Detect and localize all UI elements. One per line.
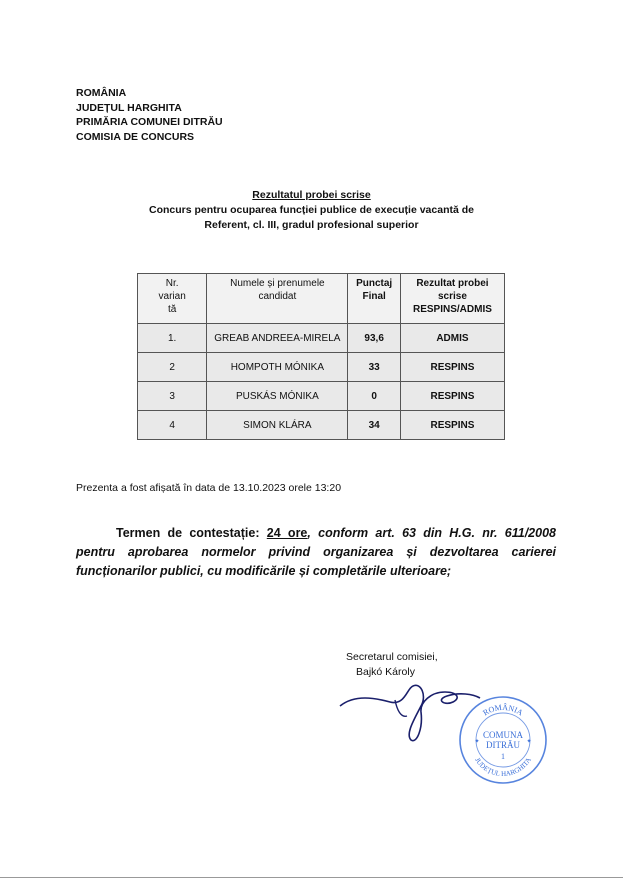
cell-result: RESPINS bbox=[400, 382, 504, 411]
col-header-nr-line3: tă bbox=[167, 304, 177, 315]
results-table bbox=[137, 273, 505, 440]
stamp-line1: COMUNA bbox=[482, 730, 524, 740]
stamp-top-text: ROMÂNIA bbox=[481, 702, 525, 718]
posting-notice: Prezenta a fost afișată în data de 13.10.2023 orele 13:20 bbox=[76, 482, 342, 494]
cell-score: 33 bbox=[348, 353, 400, 382]
table-row bbox=[138, 411, 505, 440]
table-row bbox=[138, 353, 505, 382]
cell-score: 34 bbox=[348, 411, 400, 440]
col-header-result-line1: Rezultat probei bbox=[416, 278, 489, 289]
page-bottom-edge bbox=[0, 877, 623, 878]
document-subtitle-line2: Referent, cl. III, gradul profesional superior bbox=[204, 219, 419, 231]
cell-name: SIMON KLÁRA bbox=[207, 411, 348, 440]
col-header-nr-line1: Nr. bbox=[165, 278, 179, 289]
col-header-name bbox=[207, 274, 348, 324]
stamp-star-right-icon: ✦ bbox=[526, 739, 532, 745]
signature-title: Secretarul comisiei, bbox=[346, 651, 438, 663]
col-header-score-line1: Punctaj bbox=[356, 278, 393, 289]
col-header-name-line2: candidat bbox=[258, 291, 297, 302]
col-header-score bbox=[348, 274, 400, 324]
cell-name: GREAB ANDREEA-MIRELA bbox=[207, 324, 348, 353]
stamp-star-left-icon: ✦ bbox=[474, 739, 480, 745]
table-header-row bbox=[138, 274, 505, 324]
document-title-block bbox=[0, 188, 623, 233]
cell-nr: 3 bbox=[138, 382, 207, 411]
appeal-term-legal-basis: , conform art. 63 din H.G. nr. 611/2008 pentru aprobarea normelor privind organizarea și dezvoltarea carierei funcționarilor publici, cu modificările și completările ulterioare; bbox=[76, 526, 556, 578]
document-header bbox=[76, 86, 223, 144]
header-county: JUDEȚUL HARGHITA bbox=[76, 101, 182, 114]
document-subtitle-line1: Concurs pentru ocuparea funcției publice de execuție vacantă de bbox=[148, 204, 474, 216]
cell-result: RESPINS bbox=[400, 353, 504, 382]
cell-nr: 2 bbox=[138, 353, 207, 382]
col-header-score-line2: Final bbox=[362, 291, 386, 302]
cell-name: HOMPOTH MÓNIKA bbox=[207, 353, 348, 382]
table-row bbox=[138, 324, 505, 353]
col-header-result bbox=[400, 274, 504, 324]
col-header-result-line3: RESPINS/ADMIS bbox=[412, 304, 492, 315]
document-title: Rezultatul probei scrise bbox=[252, 189, 371, 201]
appeal-term-paragraph bbox=[76, 524, 556, 581]
col-header-nr bbox=[138, 274, 207, 324]
appeal-term-label: Termen de contestație: bbox=[116, 526, 260, 540]
appeal-term-duration: 24 ore bbox=[266, 526, 308, 540]
col-header-nr-line2: varian bbox=[158, 291, 186, 302]
header-commission: COMISIA DE CONCURS bbox=[76, 130, 195, 143]
col-header-name-line1: Numele și prenumele bbox=[230, 278, 325, 289]
header-municipality: PRIMĂRIA COMUNEI DITRĂU bbox=[76, 116, 223, 128]
cell-name: PUSKÁS MÓNIKA bbox=[207, 382, 348, 411]
cell-nr: 1. bbox=[138, 324, 207, 353]
stamp-number: 1 bbox=[501, 752, 505, 761]
header-country: ROMÂNIA bbox=[76, 87, 127, 99]
col-header-result-line2: scrise bbox=[437, 291, 467, 302]
signature-name: Bajkó Károly bbox=[356, 666, 415, 678]
official-stamp bbox=[457, 694, 549, 786]
table-row bbox=[138, 382, 505, 411]
stamp-line2: DITRĂU bbox=[486, 740, 520, 750]
cell-score: 93,6 bbox=[348, 324, 400, 353]
cell-nr: 4 bbox=[138, 411, 207, 440]
stamp-bottom-text: JUDEȚUL HARGHITA bbox=[473, 756, 533, 779]
cell-result: ADMIS bbox=[400, 324, 504, 353]
cell-result: RESPINS bbox=[400, 411, 504, 440]
cell-score: 0 bbox=[348, 382, 400, 411]
